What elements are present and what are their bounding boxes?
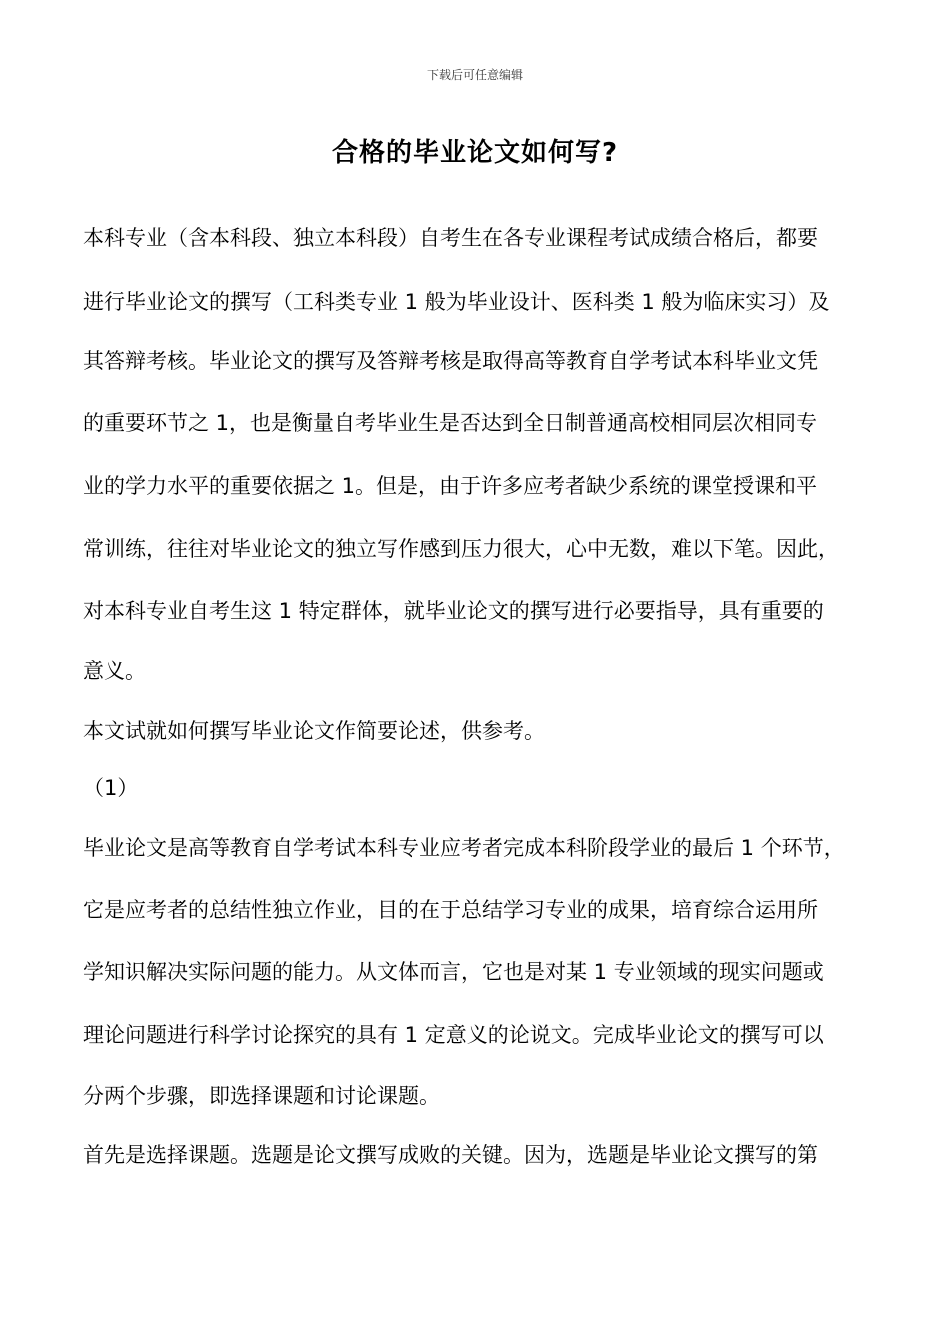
body-line: 本科专业（含本科段、独立本科段）自考生在各专业课程考试成绩合格后，都要: [83, 226, 818, 250]
body-line: 本文试就如何撰写毕业论文作简要论述，供参考。: [83, 719, 545, 743]
body-line: 它是应考者的总结性独立作业，目的在于总结学习专业的成果，培育综合运用所: [83, 898, 818, 922]
body-line: 对本科专业自考生这 1 特定群体，就毕业论文的撰写进行必要指导，具有重要的: [83, 599, 824, 623]
body-line: 进行毕业论文的撰写（工科类专业 1 般为毕业设计、医科类 1 般为临床实习）及: [83, 290, 830, 314]
header-note: 下载后可任意编辑: [426, 68, 523, 82]
body-line: 理论问题进行科学讨论探究的具有 1 定意义的论说文。完成毕业论文的撰写可以: [83, 1023, 824, 1047]
body-line: 常训练，往往对毕业论文的独立写作感到压力很大，心中无数，难以下笔。因此，: [83, 537, 839, 561]
body-line: 的重要环节之 1，也是衡量自考毕业生是否达到全日制普通高校相同层次相同专: [83, 411, 818, 435]
body-line: 学知识解决实际问题的能力。从文体而言，它也是对某 1 专业领域的现实问题或: [83, 960, 824, 984]
body-line: 首先是选择课题。选题是论文撰写成败的关键。因为，选题是毕业论文撰写的第: [83, 1143, 818, 1167]
body-line: 其答辩考核。毕业论文的撰写及答辩考核是取得高等教育自学考试本科毕业文凭: [83, 349, 818, 373]
section-number: （1）: [83, 776, 139, 800]
document-title: 合格的毕业论文如何写?: [331, 138, 619, 168]
body-line: 分两个步骤，即选择课题和讨论课题。: [83, 1084, 440, 1108]
body-line: 毕业论文是高等教育自学考试本科专业应考者完成本科阶段学业的最后 1 个环节，: [83, 836, 845, 860]
body-line: 业的学力水平的重要依据之 1。但是，由于许多应考者缺少系统的课堂授课和平: [83, 474, 818, 498]
body-line: 意义。: [83, 659, 146, 683]
